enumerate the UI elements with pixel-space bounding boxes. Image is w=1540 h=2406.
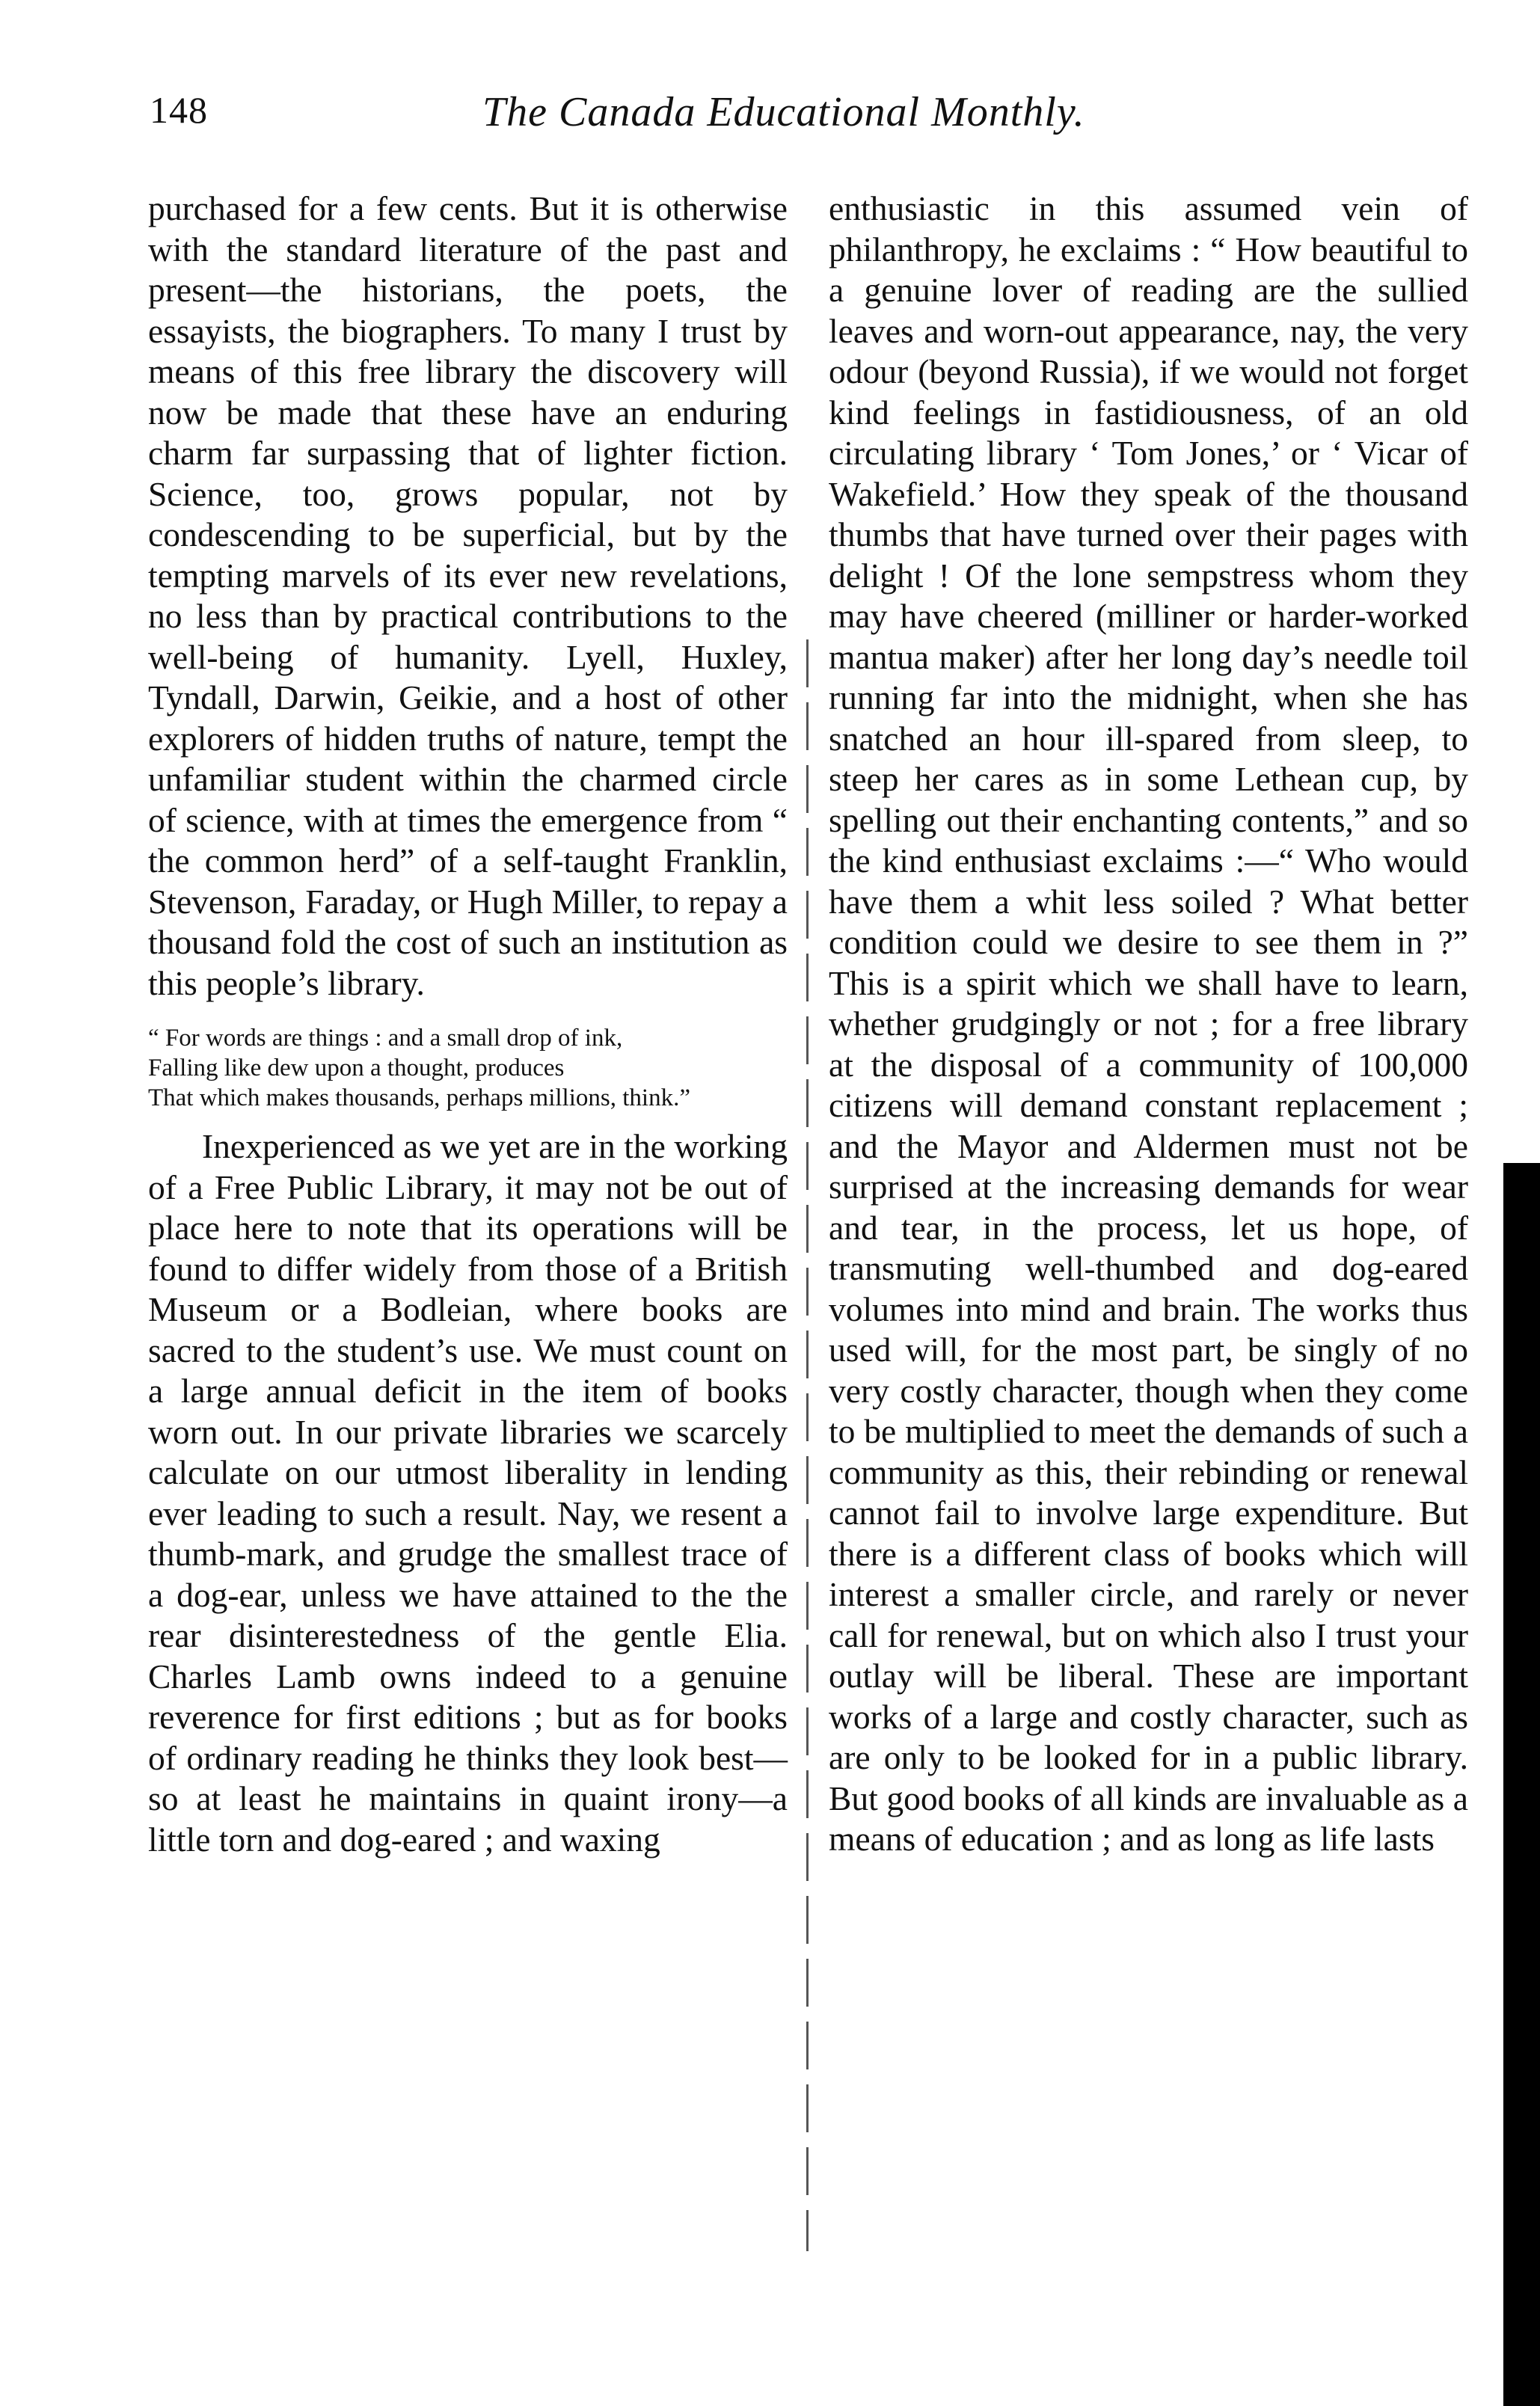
left-paragraph-1: purchased for a few cents. But it is otherwise with the standard literature of the past and present—the historians, the poets, the essayists, the biographers. To many I trust by means of this free library the discovery will now be made that these have an enduring charm far surpassing that of lighter fiction. Science, too, grows popular, not by condescending to be superficial, but by the tempting marvels of its ever new revelations, no less than by practical contributions to the well-being of humanity. Lyell, Huxley, Tyndall, Darwin, Geikie, and a host of other explorers of hidden truths of nature, tempt the unfamiliar student within the charmed circle of science, with at times the emergence from “ the common herd” of a self-taught Franklin, Stevenson, Faraday, or Hugh Miller, to repay a thousand fold the cost of such an institution as this people’s library. <box>148 189 788 1002</box>
quote-line: “ For words are things : and a small drop of ink, <box>148 1025 623 1052</box>
right-column <box>829 188 1468 1860</box>
left-paragraph-2: Inexperienced as we yet are in the working of a Free Public Library, it may not be out of place here to note that its operations will be found to differ widely from those of a British Museum or a Bodleian, where books are sacred to the student’s use. We must count on a large annual deficit in the item of books worn out. In our private libraries we scarcely calculate on our utmost liberality in lending ever leading to such a result. Nay, we resent a thumb-mark, and grudge the smallest trace of a dog-ear, unless we have attained to the the rear disinterestedness of the gentle Elia. Charles Lamb owns indeed to a genuine reverence for first editions ; but as for books of ordinary reading he thinks they look best—so at least he maintains in quaint irony—a little torn and dog-eared ; and waxing <box>148 1127 788 1859</box>
quote-line: That which makes thousands, perhaps millions, think.” <box>148 1084 690 1111</box>
page-header <box>150 88 1421 156</box>
verse-quotation <box>148 1023 788 1113</box>
left-column <box>148 188 788 1860</box>
page-number: 148 <box>150 89 208 131</box>
running-title: The Canada Educational Monthly. <box>482 89 1085 135</box>
right-paragraph-1: enthusiastic in this assumed vein of philanthropy, he exclaims : “ How beautiful to a genuine lover of reading are the sullied leaves and worn-out appearance, nay, the very odour (beyond Russia), if we would not forget kind feelings in fastidiousness, of an old circulating library ‘ Tom Jones,’ or ‘ Vicar of Wakefield.’ How they speak of the thousand thumbs that have turned over their pages with delight ! Of the lone sempstress whom they may have cheered (milliner or harder-worked mantua maker) after her long day’s needle toil running far into the midnight, when she has snatched an hour ill-spared from sleep, to steep her cares as in some Lethean cup, by spelling out their enchanting contents,” and so the kind enthusiast exclaims :—“ Who would have them a whit less soiled ? What better condition could we desire to see them in ?” This is a spirit which we shall have to learn, whether grudgingly or not ; for a free library at the disposal of a community of 100,000 citizens will demand constant replacement ; and the Mayor and Aldermen must not be surprised at the increasing demands for wear and tear, in the process, let us hope, of transmuting well-thumbed and dog-eared volumes into mind and brain. The works thus used will, for the most part, be singly of no very costly character, though when they come to be multiplied to meet the demands of such a community as this, their rebinding or renewal cannot fail to involve large expenditure. But there is a different class of books which will interest a smaller circle, and rarely or never call for renewal, but on which also I trust your outlay will be liberal. These are important works of a large and costly character, such as are only to be looked for in a public library. But good books of all kinds are invaluable as a means of education ; and as long as life lasts <box>829 189 1468 1858</box>
quote-line: Falling like dew upon a thought, produces <box>148 1055 565 1081</box>
scan-edge-shadow <box>1503 1163 1540 2406</box>
column-divider <box>806 639 809 2251</box>
